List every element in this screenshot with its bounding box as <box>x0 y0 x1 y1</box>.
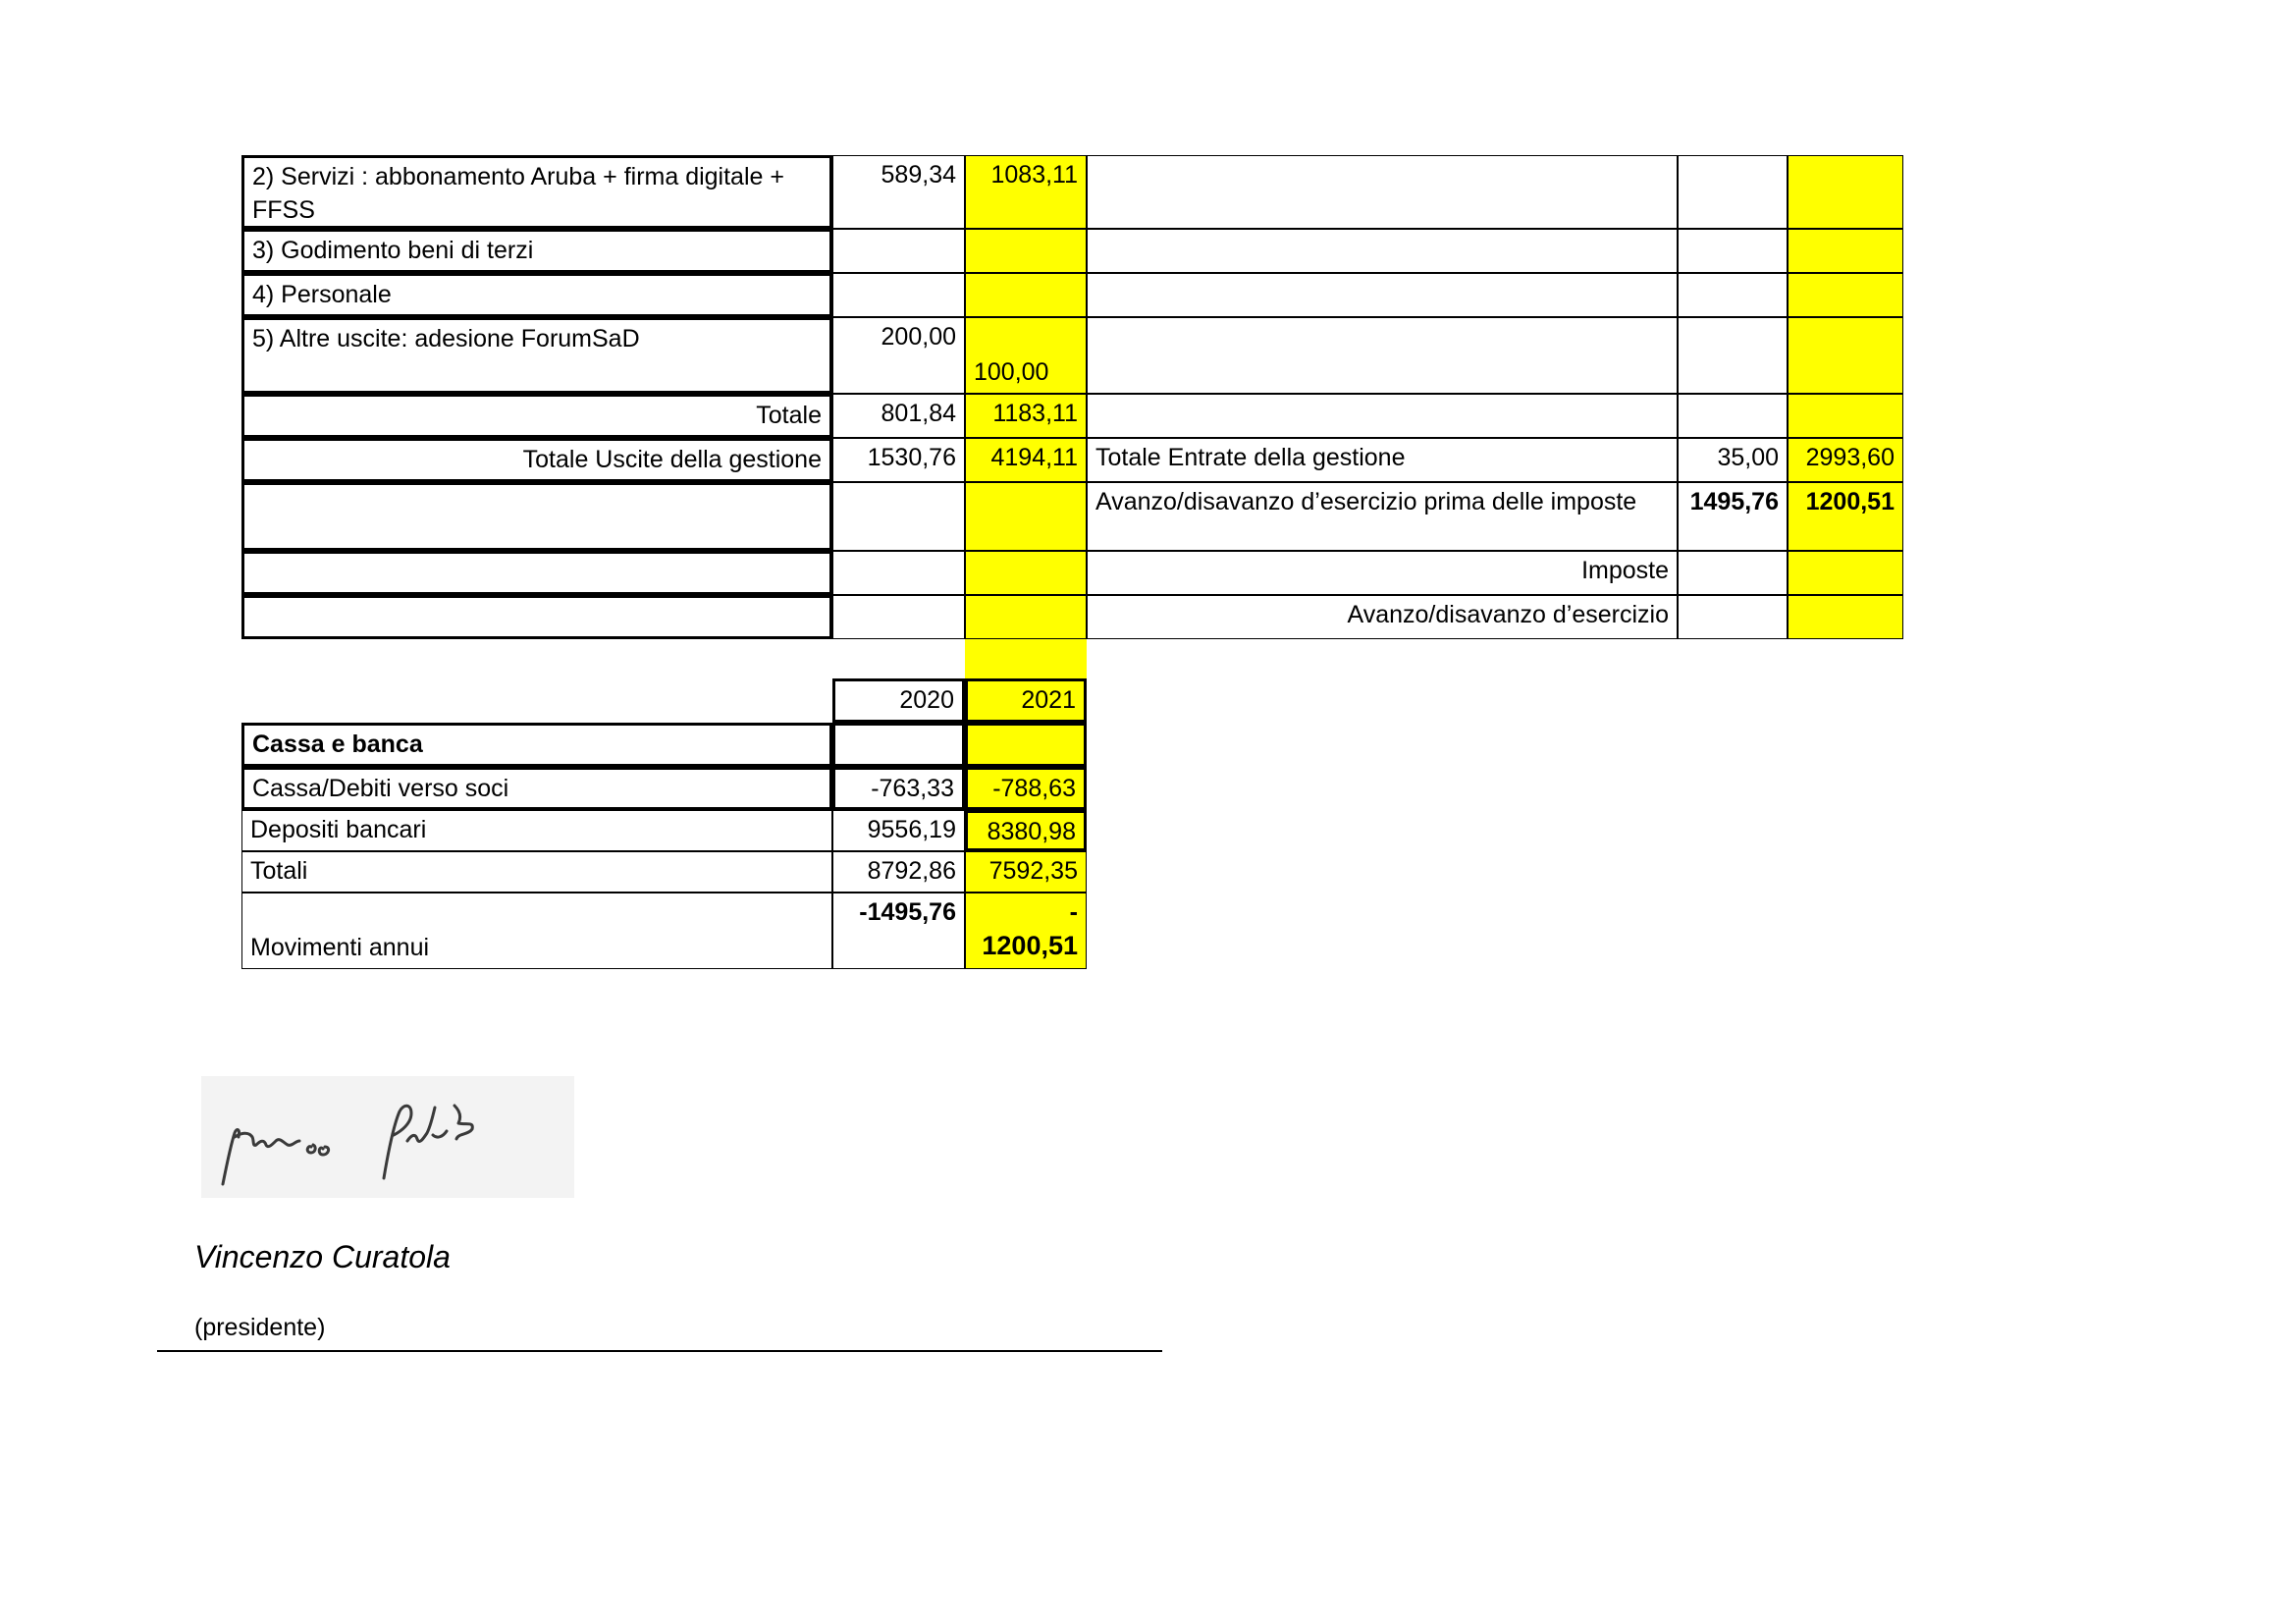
entrate-2021-empty-4 <box>1788 317 1903 394</box>
signature-line <box>157 1350 1162 1352</box>
label-totali: Totali <box>241 851 832 893</box>
value-cassa-debiti-2020: -763,33 <box>832 767 965 810</box>
movimenti-2021-sign: - <box>1069 898 1078 926</box>
value-totale-entrate-2021: 2993,60 <box>1788 438 1903 482</box>
uscite-2020-empty-7 <box>832 482 965 551</box>
label-depositi-bancari: Depositi bancari <box>241 810 832 851</box>
signatory-name: Vincenzo Curatola <box>194 1239 451 1274</box>
label-avanzo-esercizio: Avanzo/disavanzo d’esercizio <box>1087 595 1678 639</box>
uscite-2021-empty-8 <box>965 551 1087 595</box>
value-totale-2021: 1183,11 <box>965 394 1087 438</box>
uscite-2020-empty-9 <box>832 595 965 639</box>
value-servizi-2021: 1083,11 <box>965 155 1087 229</box>
label-totale-entrate: Totale Entrate della gestione <box>1087 438 1678 482</box>
value-avanzo-prima-2020: 1495,76 <box>1678 482 1788 551</box>
value-totale-entrate-2020: 35,00 <box>1678 438 1788 482</box>
value-avanzo-2020 <box>1678 595 1788 639</box>
value-movimenti-2021 <box>965 893 1087 969</box>
entrate-2020-empty-5 <box>1678 394 1788 438</box>
value-imposte-2021 <box>1788 551 1903 595</box>
label-cassa-debiti: Cassa/Debiti verso soci <box>241 767 832 810</box>
label-servizi-text: 2) Servizi : abbonamento Aruba + firma digitale + FFSS <box>252 163 784 224</box>
value-altre-uscite-2021: 100,00 <box>965 317 1087 394</box>
label-servizi <box>241 155 832 229</box>
entrate-2020-empty-2 <box>1678 229 1788 273</box>
yellow-spacer <box>965 639 1087 678</box>
movimenti-2021-amount: 1200,51 <box>982 931 1078 960</box>
entrate-2021-empty-2 <box>1788 229 1903 273</box>
uscite-2020-empty-8 <box>832 551 965 595</box>
value-totale-uscite-2021: 4194,11 <box>965 438 1087 482</box>
entrate-2020-empty-4 <box>1678 317 1788 394</box>
entrate-2021-empty-1 <box>1788 155 1903 229</box>
value-movimenti-2020: -1495,76 <box>832 893 965 969</box>
uscite-2021-empty-7 <box>965 482 1087 551</box>
uscite-empty-8 <box>241 551 832 595</box>
value-personale-2021 <box>965 273 1087 317</box>
entrate-empty-4 <box>1087 317 1678 394</box>
entrate-2021-empty-3 <box>1788 273 1903 317</box>
uscite-2021-empty-9 <box>965 595 1087 639</box>
value-avanzo-2021 <box>1788 595 1903 639</box>
value-cassa-debiti-2021: -788,63 <box>965 767 1087 810</box>
value-avanzo-prima-2021: 1200,51 <box>1788 482 1903 551</box>
entrate-2020-empty-3 <box>1678 273 1788 317</box>
label-movimenti-annui: Movimenti annui <box>241 893 832 969</box>
year-2021-header: 2021 <box>965 678 1087 723</box>
value-godimento-2021 <box>965 229 1087 273</box>
entrate-empty-1 <box>1087 155 1678 229</box>
signatory-role: (presidente) <box>194 1314 326 1341</box>
label-altre-uscite: 5) Altre uscite: adesione ForumSaD <box>241 317 832 394</box>
entrate-2021-empty-5 <box>1788 394 1903 438</box>
value-personale-2020 <box>832 273 965 317</box>
entrate-empty-3 <box>1087 273 1678 317</box>
cassa-title-2020 <box>832 723 965 767</box>
section-title-cassa-banca: Cassa e banca <box>241 723 832 767</box>
label-godimento: 3) Godimento beni di terzi <box>241 229 832 273</box>
value-depositi-2020: 9556,19 <box>832 810 965 851</box>
handwritten-signature <box>201 1076 574 1198</box>
cassa-title-2021 <box>965 723 1087 767</box>
entrate-empty-5 <box>1087 394 1678 438</box>
signature-image <box>201 1076 574 1198</box>
entrate-2020-empty-1 <box>1678 155 1788 229</box>
year-2020-header: 2020 <box>832 678 965 723</box>
label-avanzo-prima-imposte: Avanzo/disavanzo d’esercizio prima delle imposte <box>1087 482 1678 551</box>
entrate-empty-2 <box>1087 229 1678 273</box>
uscite-empty-7 <box>241 482 832 551</box>
value-servizi-2020: 589,34 <box>832 155 965 229</box>
label-totale: Totale <box>241 394 832 438</box>
value-depositi-2021: 8380,98 <box>965 810 1087 851</box>
uscite-empty-9 <box>241 595 832 639</box>
value-altre-uscite-2020: 200,00 <box>832 317 965 394</box>
value-totali-2020: 8792,86 <box>832 851 965 893</box>
label-personale: 4) Personale <box>241 273 832 317</box>
value-totali-2021: 7592,35 <box>965 851 1087 893</box>
label-totale-uscite: Totale Uscite della gestione <box>241 438 832 482</box>
value-godimento-2020 <box>832 229 965 273</box>
value-totale-2020: 801,84 <box>832 394 965 438</box>
label-imposte: Imposte <box>1087 551 1678 595</box>
value-totale-uscite-2020: 1530,76 <box>832 438 965 482</box>
value-imposte-2020 <box>1678 551 1788 595</box>
